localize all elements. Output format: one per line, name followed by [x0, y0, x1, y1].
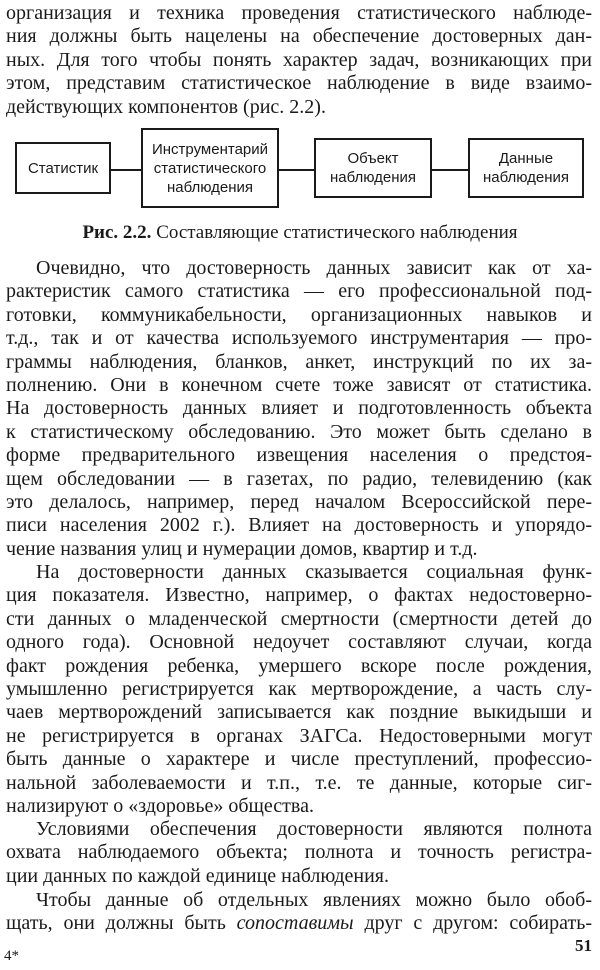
text-line: быть данные о характере и числе преступлений, профессио- — [6, 748, 592, 771]
connector-line — [111, 169, 141, 171]
figure-title: Составляющие статистического наблюдения — [156, 222, 518, 243]
text-line: нализируют о «здоровье» общества. — [6, 794, 314, 817]
box-statistician: Статистик — [15, 142, 111, 194]
text-line: граммы наблюдения, бланков, анкет, инструкций по их за- — [6, 350, 592, 373]
text-line: полнению. Они в конечном счете тоже зависят от статистика. — [6, 373, 592, 396]
text-line: щем обследовании — в газетах, по радио, телевидению (как — [6, 467, 592, 490]
page-number: 51 — [575, 936, 592, 955]
text-line: т.д., так и от качества используемого инструментария — про- — [6, 327, 592, 350]
text-line: рактеристик самого статистика — его профессиональной под- — [6, 280, 592, 303]
text-line: факт рождения ребенка, умершего вскоре после рождения, — [6, 654, 592, 677]
text-line: нальной заболеваемости и т.п., т.е. те данные, которые сиг- — [6, 771, 592, 794]
text-line: одного года). Основной недоучет составляют случаи, когда — [6, 631, 592, 654]
emphasized-term: сопоставимы — [236, 912, 354, 935]
text-line: не регистрируется в органах ЗАГСа. Недостоверными могут — [6, 724, 592, 747]
text-line: писи населения 2002 г.). Влияет на достоверность и упорядо- — [6, 514, 592, 537]
text-line: Чтобы данные об отдельных явлениях можно было обоб- — [36, 889, 592, 911]
connector-line — [432, 169, 468, 171]
paragraph-conditions — [6, 818, 592, 888]
box-instrumentarium: Инструментарий статистического наблюдения — [141, 128, 279, 208]
text-line: организация и техника проведения статистического наблюде- — [6, 2, 592, 24]
text-line: ных. Для того чтобы понять характер задач, возникающих при — [6, 48, 592, 71]
text-line: к статистическому обследованию. Это может быть сделано в — [6, 420, 592, 443]
text-line: этом, представим статистическое наблюдение в виде взаимо- — [6, 72, 592, 95]
figure-number: Рис. 2.2. — [82, 222, 152, 243]
text-line: умышленно регистрируется как мертворождение, а часть слу- — [6, 677, 592, 700]
text-line: Условиями обеспечения достоверности являются полнота — [36, 818, 592, 840]
text-line: сти данных о младенческой смертности (смертности детей до — [6, 607, 592, 630]
text-line: ция показателя. Известно, например, о фактах недостоверно- — [6, 584, 592, 607]
connector-line — [279, 169, 314, 171]
text-line: ния должны быть нацелены на обеспечение достоверных дан- — [6, 25, 592, 48]
text-line: готовки, коммуникабельности, организационных навыков и — [6, 303, 592, 326]
sheet-signature: 4* — [4, 948, 19, 964]
text-line: На достоверность данных влияет и подготовленность объекта — [6, 397, 592, 420]
paragraph-social-function — [6, 561, 592, 818]
text-line: форме предварительного извещения населения о предстоя- — [6, 444, 592, 467]
text-line: чаев мертворождений записывается как поздние выкидыши и — [6, 701, 592, 724]
text-line: охвата наблюдаемого объекта; полнота и точность регистра- — [6, 841, 592, 864]
text-line: ции данных по каждой единице наблюдения. — [6, 864, 389, 887]
text-line: это делалось, например, перед началом Всероссийской пере- — [6, 490, 592, 513]
text-line: чение названия улиц и нумерации домов, квартир и т.д. — [6, 537, 478, 560]
box-object: Объект наблюдения — [314, 138, 432, 198]
text-line: Очевидно, что достоверность данных зависит как от ха- — [36, 257, 592, 279]
paragraph-reliability — [6, 257, 592, 561]
components-diagram — [6, 128, 594, 214]
paragraph-comparability — [6, 889, 592, 936]
text-line: На достоверности данных сказывается социальная функ- — [36, 561, 592, 583]
box-data: Данные наблюдения — [468, 138, 584, 198]
text-line: щать, они должны быть сопоставимы друг с другом: собирать- — [6, 912, 592, 935]
figure-caption — [0, 221, 600, 245]
intro-paragraph — [6, 2, 592, 119]
text-line: действующих компонентов (рис. 2.2). — [6, 95, 326, 118]
